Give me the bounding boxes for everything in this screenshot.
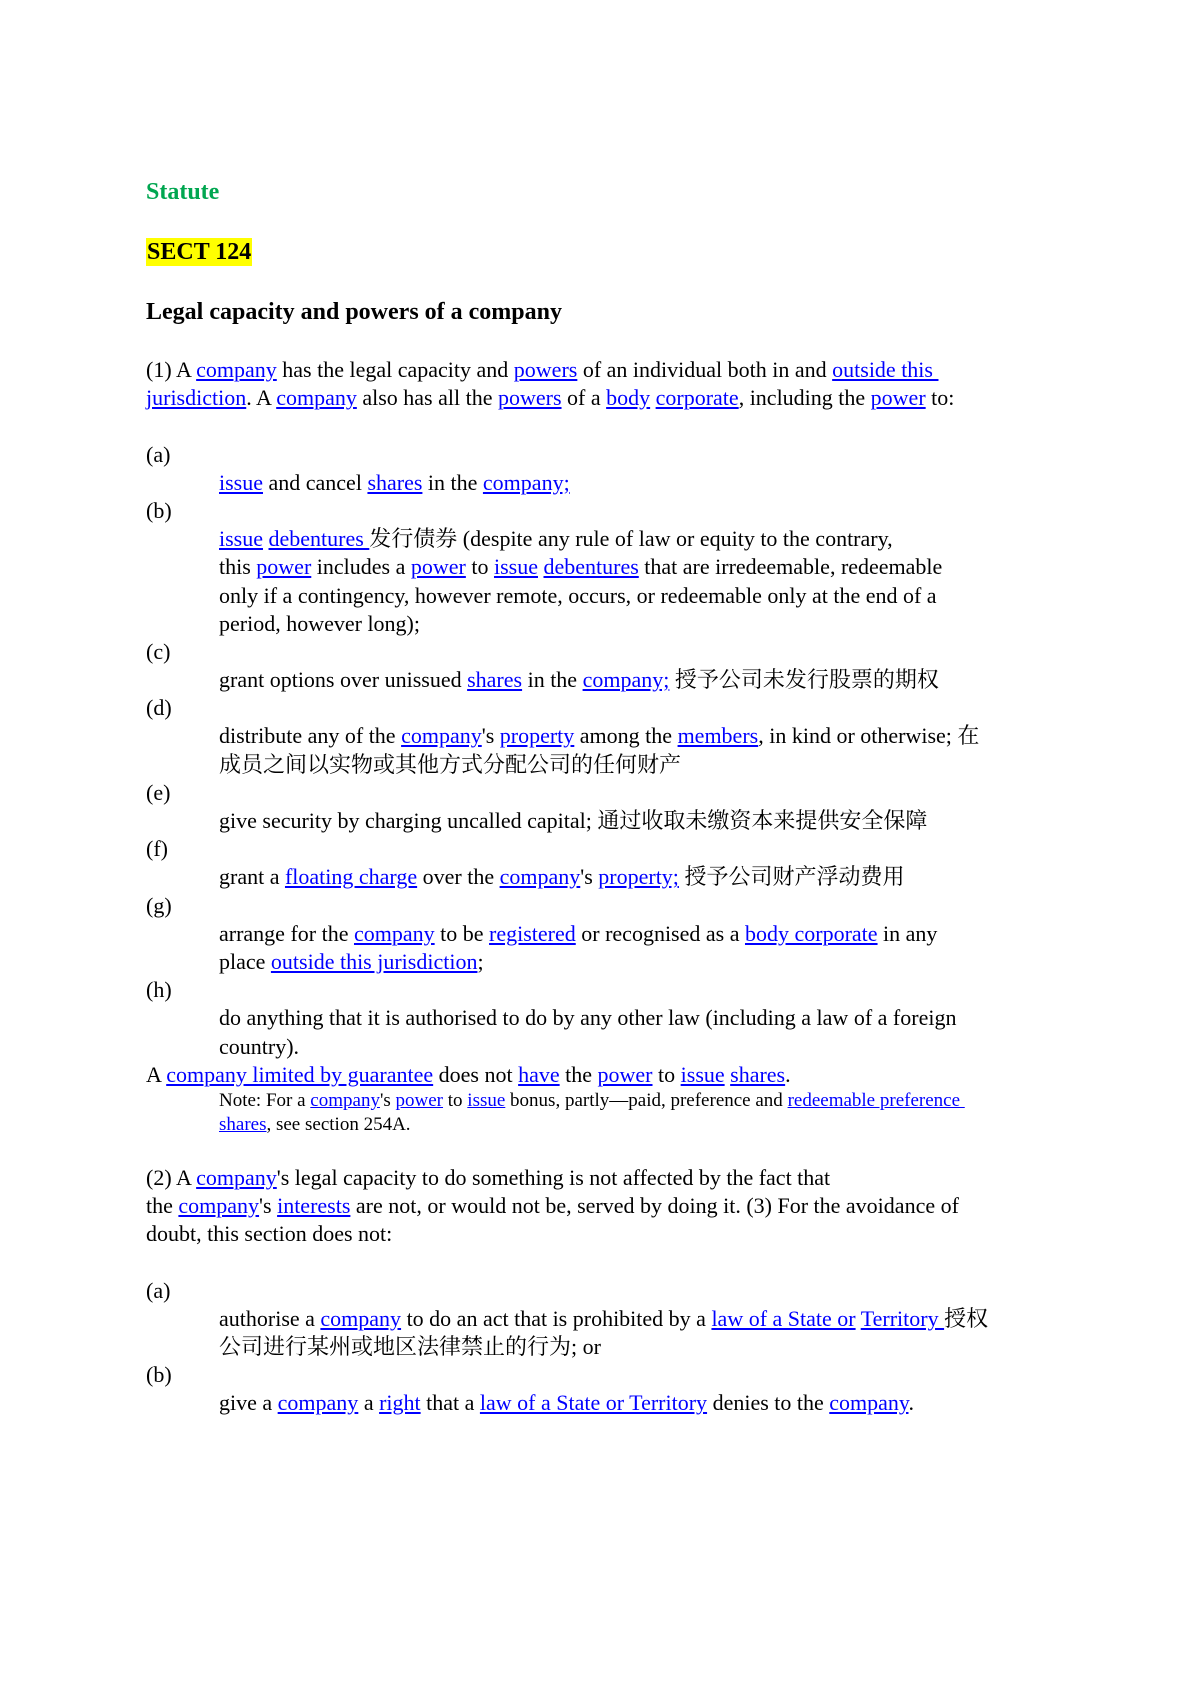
text-run: are not, or would not be, served by doing it. (3) For the avoidance of: [350, 1193, 959, 1219]
text-run: authorise a: [219, 1305, 321, 1331]
defined-term-link[interactable]: have: [518, 1061, 560, 1087]
text-run: to be: [434, 920, 490, 946]
item-text: [146, 807, 1200, 835]
text-line: [219, 582, 1200, 610]
text-run: that are irredeemable, redeemable: [638, 554, 943, 580]
defined-term-link[interactable]: powers: [513, 357, 578, 382]
item-text: [146, 1305, 1200, 1361]
subsection-1-items: [146, 441, 1200, 1061]
text-run: . A: [246, 385, 277, 411]
defined-term-link[interactable]: shares: [467, 667, 523, 693]
text-run: 's: [259, 1193, 278, 1219]
defined-term-link[interactable]: company: [310, 1089, 380, 1111]
text-line: [219, 722, 1200, 750]
list-item: [146, 779, 1200, 835]
text-run: the: [559, 1061, 598, 1087]
text-run: to: [465, 554, 494, 580]
text-run: Note: For a: [219, 1089, 311, 1111]
text-run: 's: [580, 864, 599, 890]
defined-term-link[interactable]: company: [196, 357, 277, 382]
text-line: [219, 1089, 1200, 1113]
text-run: of an individual both in and: [577, 357, 833, 382]
item-text: [146, 920, 1200, 976]
text-run: 发行债券 (despite any rule of law or equity to the contrary,: [369, 526, 893, 552]
text-run: to do an act that is prohibited by a: [401, 1305, 712, 1331]
subsection-1-text: [146, 356, 1200, 412]
defined-term-link[interactable]: Territory: [860, 1305, 945, 1331]
text-line: [219, 948, 1200, 976]
text-line: [146, 1061, 1200, 1089]
text-line: [219, 1333, 1200, 1361]
defined-term-link[interactable]: debentures: [543, 554, 639, 580]
list-item: [146, 1277, 1200, 1362]
defined-term-link[interactable]: issue: [680, 1061, 725, 1087]
defined-term-link[interactable]: issue: [493, 554, 538, 580]
text-line: [219, 553, 1200, 581]
text-line: [219, 666, 1200, 694]
text-line: [219, 1305, 1200, 1333]
text-line: [219, 1004, 1200, 1032]
text-run: give security by charging uncalled capital; 通过收取未缴资本来提供安全保障: [219, 808, 928, 833]
text-run: 's legal capacity to do something is not affected by the fact that: [276, 1164, 831, 1190]
defined-term-link[interactable]: power: [256, 554, 312, 580]
section-body: [146, 356, 1200, 1418]
defined-term-link[interactable]: powers: [497, 385, 562, 411]
text-line: [219, 610, 1200, 638]
defined-term-link[interactable]: shares: [367, 469, 423, 495]
defined-term-link[interactable]: power: [597, 1061, 653, 1087]
text-run: do anything that it is authorised to do by any other law (including a law of a foreign: [219, 1005, 957, 1031]
defined-term-link[interactable]: jurisdiction: [146, 385, 247, 411]
defined-term-link[interactable]: company: [196, 1164, 277, 1190]
text-line: [146, 384, 1200, 412]
text-run: .: [908, 1390, 914, 1416]
text-run: in the: [422, 469, 483, 495]
text-line: [219, 525, 1200, 553]
text-run: give a: [219, 1390, 278, 1416]
defined-term-link[interactable]: company: [320, 1305, 402, 1331]
category-heading: Statute: [146, 179, 220, 205]
text-run: , in kind or otherwise; 在: [758, 723, 980, 749]
defined-term-link[interactable]: issue: [467, 1089, 506, 1111]
text-run: , including the: [738, 385, 871, 411]
item-label: (a): [146, 1277, 171, 1303]
list-item: [146, 892, 1200, 977]
item-label: (b): [146, 1362, 172, 1388]
text-line: [219, 751, 1200, 779]
defined-term-link[interactable]: issue: [219, 469, 263, 495]
text-run: to: [652, 1061, 681, 1087]
text-run: .: [785, 1061, 791, 1087]
list-item: [146, 441, 1200, 497]
defined-term-link[interactable]: shares: [219, 1113, 267, 1135]
defined-term-link[interactable]: law of a State or: [711, 1305, 856, 1331]
text-line: [146, 1220, 1200, 1248]
defined-term-link[interactable]: company: [499, 864, 581, 890]
text-run: and cancel: [263, 469, 368, 495]
text-line: [146, 1192, 1200, 1220]
text-run: in the: [522, 667, 583, 693]
text-run: 's: [379, 1089, 396, 1111]
defined-term-link[interactable]: power: [395, 1089, 444, 1111]
list-item: [146, 694, 1200, 779]
text-line: [219, 807, 1200, 835]
text-run: includes a: [311, 554, 411, 580]
text-line: [219, 469, 1200, 497]
item-label: (d): [146, 695, 172, 721]
text-run: distribute any of the: [219, 723, 402, 749]
list-item: [146, 497, 1200, 638]
text-run: A: [146, 1061, 167, 1087]
text-run: the: [146, 1193, 179, 1219]
defined-term-link[interactable]: company limited by guarantee: [166, 1061, 434, 1087]
defined-term-link[interactable]: company: [829, 1390, 909, 1416]
text-run: grant a: [219, 864, 285, 890]
defined-term-link[interactable]: property: [499, 723, 575, 749]
defined-term-link[interactable]: company;: [582, 667, 670, 693]
defined-term-link[interactable]: debentures: [268, 526, 370, 552]
list-item: [146, 976, 1200, 1061]
item-label: (f): [146, 836, 168, 862]
defined-term-link[interactable]: company: [276, 385, 357, 411]
text-line: [219, 1033, 1200, 1061]
defined-term-link[interactable]: right: [379, 1390, 421, 1416]
defined-term-link[interactable]: company;: [482, 469, 570, 495]
text-run: also has all the: [356, 385, 498, 411]
item-label: (e): [146, 779, 171, 805]
list-item: [146, 1361, 1200, 1417]
text-line: [146, 1164, 1200, 1192]
defined-term-link[interactable]: corporate: [655, 385, 739, 411]
defined-term-link[interactable]: issue: [219, 526, 263, 552]
defined-term-link[interactable]: interests: [277, 1193, 351, 1219]
text-run: 授予公司财产浮动费用: [678, 864, 905, 890]
item-text: [146, 469, 1200, 497]
text-run: (2) A: [146, 1164, 197, 1190]
text-run: doubt, this section does not:: [146, 1221, 393, 1247]
subsection-2-text: [146, 1164, 1200, 1249]
text-run: a: [358, 1390, 380, 1416]
item-label: (h): [146, 977, 172, 1003]
section-number: SECT 124: [147, 239, 252, 265]
item-text: [146, 863, 1200, 891]
item-text: [146, 722, 1200, 778]
text-run: that a: [420, 1390, 480, 1416]
defined-term-link[interactable]: power: [870, 385, 926, 411]
text-run: to: [443, 1089, 468, 1111]
text-run: only if a contingency, however remote, occurs, or redeemable only at the end of a: [219, 582, 937, 608]
text-run: 公司进行某州或地区法律禁止的行为; or: [219, 1334, 601, 1359]
text-run: 授权: [944, 1305, 989, 1331]
text-run: denies to the: [707, 1390, 830, 1416]
defined-term-link[interactable]: outside this jurisdiction: [270, 948, 478, 974]
text-run: period, however long);: [219, 610, 420, 636]
text-line: [219, 863, 1200, 891]
defined-term-link[interactable]: law of a State or Territory: [479, 1390, 708, 1416]
text-run: , see section 254A.: [266, 1113, 411, 1135]
defined-term-link[interactable]: outside this: [832, 357, 939, 382]
text-line: [219, 920, 1200, 948]
text-run: has the legal capacity and: [276, 357, 514, 382]
section-title: Legal capacity and powers of a company: [146, 299, 562, 325]
defined-term-link[interactable]: power: [410, 554, 466, 580]
text-run: to:: [925, 385, 955, 411]
text-run: 's: [481, 723, 500, 749]
text-run: bonus, partly—paid, preference and: [505, 1089, 788, 1111]
text-run: 成员之间以实物或其他方式分配公司的任何财产: [219, 751, 682, 777]
section-heading: [146, 235, 1200, 269]
subsection-3-items: [146, 1277, 1200, 1418]
list-item: [146, 638, 1200, 694]
text-run: grant options over unissued: [219, 667, 468, 693]
text-run: or recognised as a: [575, 920, 745, 946]
item-label: (c): [146, 638, 171, 664]
defined-term-link[interactable]: company: [401, 723, 482, 749]
item-label: (a): [146, 441, 171, 467]
text-run: of a: [561, 385, 607, 411]
defined-term-link[interactable]: redeemable preference: [787, 1089, 965, 1111]
text-run: in any: [877, 920, 938, 946]
text-run: does not: [433, 1061, 519, 1087]
text-run: 授予公司未发行股票的期权: [669, 667, 939, 693]
item-label: (b): [146, 497, 172, 523]
defined-term-link[interactable]: registered: [489, 920, 576, 946]
text-run: over the: [417, 864, 500, 890]
defined-term-link[interactable]: company: [353, 920, 435, 946]
defined-term-link[interactable]: members: [677, 723, 759, 749]
text-run: ;: [477, 948, 484, 974]
defined-term-link[interactable]: shares: [730, 1061, 786, 1087]
item-label: (g): [146, 892, 172, 918]
text-line: [219, 1389, 1200, 1417]
defined-term-link[interactable]: company: [178, 1193, 260, 1219]
text-line: [146, 356, 1200, 384]
defined-term-link[interactable]: body: [606, 385, 651, 411]
item-text: [146, 666, 1200, 694]
defined-term-link[interactable]: property;: [598, 864, 679, 890]
item-text: [146, 525, 1200, 638]
item-text: [146, 1389, 1200, 1417]
defined-term-link[interactable]: company: [277, 1390, 359, 1416]
text-run: among the: [574, 723, 678, 749]
guarantee-company-statement: [146, 1061, 1200, 1089]
text-run: arrange for the: [219, 920, 354, 946]
item-text: [146, 1004, 1200, 1060]
text-line: [219, 1113, 1200, 1137]
text-run: place: [219, 948, 271, 974]
defined-term-link[interactable]: body corporate: [744, 920, 878, 946]
defined-term-link[interactable]: floating charge: [284, 864, 418, 890]
note: [146, 1089, 1200, 1137]
text-run: this: [219, 554, 257, 580]
list-item: [146, 835, 1200, 891]
text-run: country).: [219, 1033, 300, 1059]
text-run: (1) A: [146, 357, 197, 382]
